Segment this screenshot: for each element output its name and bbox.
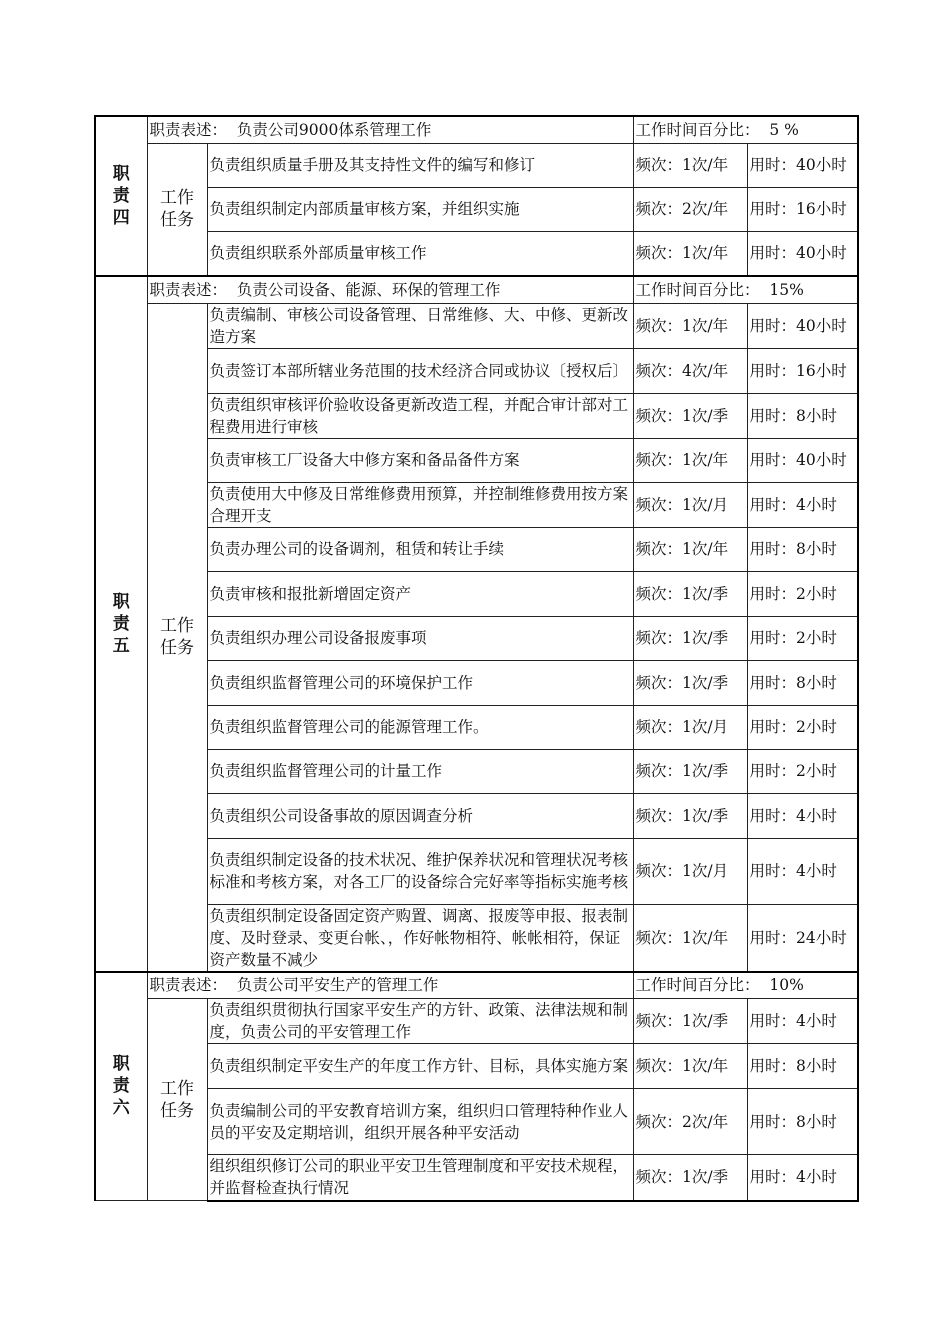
task-row [95, 571, 858, 616]
task-row [95, 904, 858, 972]
duty-header-row [95, 972, 858, 999]
task-time: 用时：4小时 [747, 1155, 858, 1201]
duty-table-body [95, 116, 858, 1201]
task-time: 用时：8小时 [747, 1044, 858, 1089]
task-time: 用时：4小时 [747, 793, 858, 838]
task-content: 负责组织制定设备的技术状况、维护保养状况和管理状况考核标准和考核方案，对各工厂的设备综合完好率等指标实施考核 [207, 838, 633, 904]
duty-table [94, 115, 859, 1202]
duty-header-row [95, 116, 858, 143]
task-frequency: 频次：1次/年 [633, 438, 747, 482]
task-time: 用时：40小时 [747, 143, 858, 187]
work-time-percentage [633, 972, 858, 999]
task-frequency: 频次：1次/年 [633, 143, 747, 187]
duty-description-text: 负责公司设备、能源、环保的管理工作 [236, 280, 501, 299]
work-time-percentage-label: 工作时间百分比： [635, 280, 760, 299]
task-row [95, 187, 858, 231]
task-frequency: 频次：1次/年 [633, 231, 747, 276]
task-content: 负责组织办理公司设备报废事项 [207, 616, 633, 660]
task-frequency: 频次：1次/季 [633, 616, 747, 660]
task-frequency: 频次：1次/年 [633, 527, 747, 571]
task-row [95, 999, 858, 1044]
task-row [95, 1155, 858, 1201]
task-row [95, 348, 858, 393]
duty-name-text: 职责四 [112, 164, 130, 228]
task-time: 用时：40小时 [747, 231, 858, 276]
duty-description-label: 职责表述： [149, 120, 228, 139]
task-content: 负责编制公司的平安教育培训方案，组织归口管理特种作业人员的平安及定期培训，组织开展各种平安活动 [207, 1089, 633, 1155]
task-content: 负责编制、审核公司设备管理、日常维修、大、中修、更新改造方案 [207, 303, 633, 348]
task-frequency: 频次：2次/年 [633, 1089, 747, 1155]
task-time: 用时：8小时 [747, 660, 858, 705]
work-task-label-text: 工作任务 [160, 188, 194, 231]
task-frequency: 频次：4次/年 [633, 348, 747, 393]
task-time: 用时：8小时 [747, 527, 858, 571]
task-time: 用时：16小时 [747, 187, 858, 231]
task-row [95, 1089, 858, 1155]
work-task-label [147, 999, 207, 1201]
task-row [95, 838, 858, 904]
work-time-percentage-value: 10% [769, 976, 804, 995]
task-frequency: 频次：1次/月 [633, 705, 747, 749]
task-content: 负责办理公司的设备调剂，租赁和转让手续 [207, 527, 633, 571]
task-row [95, 660, 858, 705]
task-time: 用时：4小时 [747, 999, 858, 1044]
task-content: 负责审核工厂设备大中修方案和备品备件方案 [207, 438, 633, 482]
task-content: 负责使用大中修及日常维修费用预算，并控制维修费用按方案合理开支 [207, 482, 633, 527]
work-time-percentage-value: 15% [769, 280, 804, 299]
task-time: 用时：40小时 [747, 303, 858, 348]
task-time: 用时：40小时 [747, 438, 858, 482]
task-row [95, 616, 858, 660]
task-time: 用时：2小时 [747, 571, 858, 616]
work-task-label-text: 工作任务 [160, 616, 194, 658]
task-row [95, 231, 858, 276]
duty-name [95, 276, 147, 972]
task-frequency: 频次：1次/季 [633, 1155, 747, 1201]
work-time-percentage-label: 工作时间百分比： [635, 120, 760, 139]
duty-description [147, 276, 633, 303]
task-content: 组织组织修订公司的职业平安卫生管理制度和平安技术规程，并监督检查执行情况 [207, 1155, 633, 1201]
work-time-percentage-value: 5 % [769, 120, 799, 139]
task-frequency: 频次：1次/季 [633, 393, 747, 438]
duty-description [147, 116, 633, 143]
task-time: 用时：2小时 [747, 749, 858, 793]
duty-name-text: 职责五 [112, 591, 130, 656]
task-frequency: 频次：1次/年 [633, 904, 747, 972]
task-row [95, 793, 858, 838]
work-task-label [147, 303, 207, 972]
task-time: 用时：4小时 [747, 482, 858, 527]
duty-name-text: 职责六 [112, 1054, 130, 1119]
task-row [95, 143, 858, 187]
task-content: 负责审核和报批新增固定资产 [207, 571, 633, 616]
task-frequency: 频次：1次/月 [633, 482, 747, 527]
duty-header-row [95, 276, 858, 303]
duty-description-label: 职责表述： [149, 976, 228, 995]
task-time: 用时：4小时 [747, 838, 858, 904]
duty-name [95, 972, 147, 1201]
task-time: 用时：2小时 [747, 616, 858, 660]
task-content: 负责组织监督管理公司的计量工作 [207, 749, 633, 793]
task-frequency: 频次：1次/季 [633, 660, 747, 705]
task-frequency: 频次：1次/年 [633, 1044, 747, 1089]
task-frequency: 频次：1次/季 [633, 749, 747, 793]
task-content: 负责组织审核评价验收设备更新改造工程，并配合审计部对工程费用进行审核 [207, 393, 633, 438]
task-content: 负责组织制定内部质量审核方案，并组织实施 [207, 187, 633, 231]
task-time: 用时：2小时 [747, 705, 858, 749]
task-content: 负责组织联系外部质量审核工作 [207, 231, 633, 276]
task-time: 用时：16小时 [747, 348, 858, 393]
work-task-label [147, 143, 207, 276]
task-frequency: 频次：1次/季 [633, 793, 747, 838]
task-row [95, 705, 858, 749]
task-row [95, 303, 858, 348]
task-row [95, 393, 858, 438]
work-time-percentage-label: 工作时间百分比： [635, 976, 760, 995]
work-task-label-text: 工作任务 [160, 1078, 194, 1121]
duty-name [95, 116, 147, 276]
task-time: 用时：8小时 [747, 1089, 858, 1155]
task-row [95, 482, 858, 527]
task-time: 用时：24小时 [747, 904, 858, 972]
task-row [95, 749, 858, 793]
duty-description-label: 职责表述： [149, 280, 228, 299]
task-time: 用时：8小时 [747, 393, 858, 438]
task-content: 负责签订本部所辖业务范围的技术经济合同或协议〔授权后〕 [207, 348, 633, 393]
task-frequency: 频次：1次/季 [633, 571, 747, 616]
task-row [95, 438, 858, 482]
task-content: 负责组织制定设备固定资产购置、调离、报废等申报、报表制度、及时登录、变更台帐、，作好帐物相符、帐帐相符，保证资产数量不减少 [207, 904, 633, 972]
task-content: 负责组织质量手册及其支持性文件的编写和修订 [207, 143, 633, 187]
task-frequency: 频次：1次/季 [633, 999, 747, 1044]
task-frequency: 频次：2次/年 [633, 187, 747, 231]
duty-description [147, 972, 633, 999]
task-row [95, 1044, 858, 1089]
duty-description-text: 负责公司平安生产的管理工作 [236, 976, 439, 995]
task-frequency: 频次：1次/月 [633, 838, 747, 904]
task-content: 负责组织公司设备事故的原因调查分析 [207, 793, 633, 838]
duty-description-text: 负责公司9000体系管理工作 [236, 120, 432, 139]
task-content: 负责组织监督管理公司的环境保护工作 [207, 660, 633, 705]
work-time-percentage [633, 116, 858, 143]
task-content: 负责组织制定平安生产的年度工作方针、目标，具体实施方案 [207, 1044, 633, 1089]
task-frequency: 频次：1次/年 [633, 303, 747, 348]
task-content: 负责组织监督管理公司的能源管理工作。 [207, 705, 633, 749]
task-row [95, 527, 858, 571]
task-content: 负责组织贯彻执行国家平安生产的方针、政策、法律法规和制度，负责公司的平安管理工作 [207, 999, 633, 1044]
work-time-percentage [633, 276, 858, 303]
